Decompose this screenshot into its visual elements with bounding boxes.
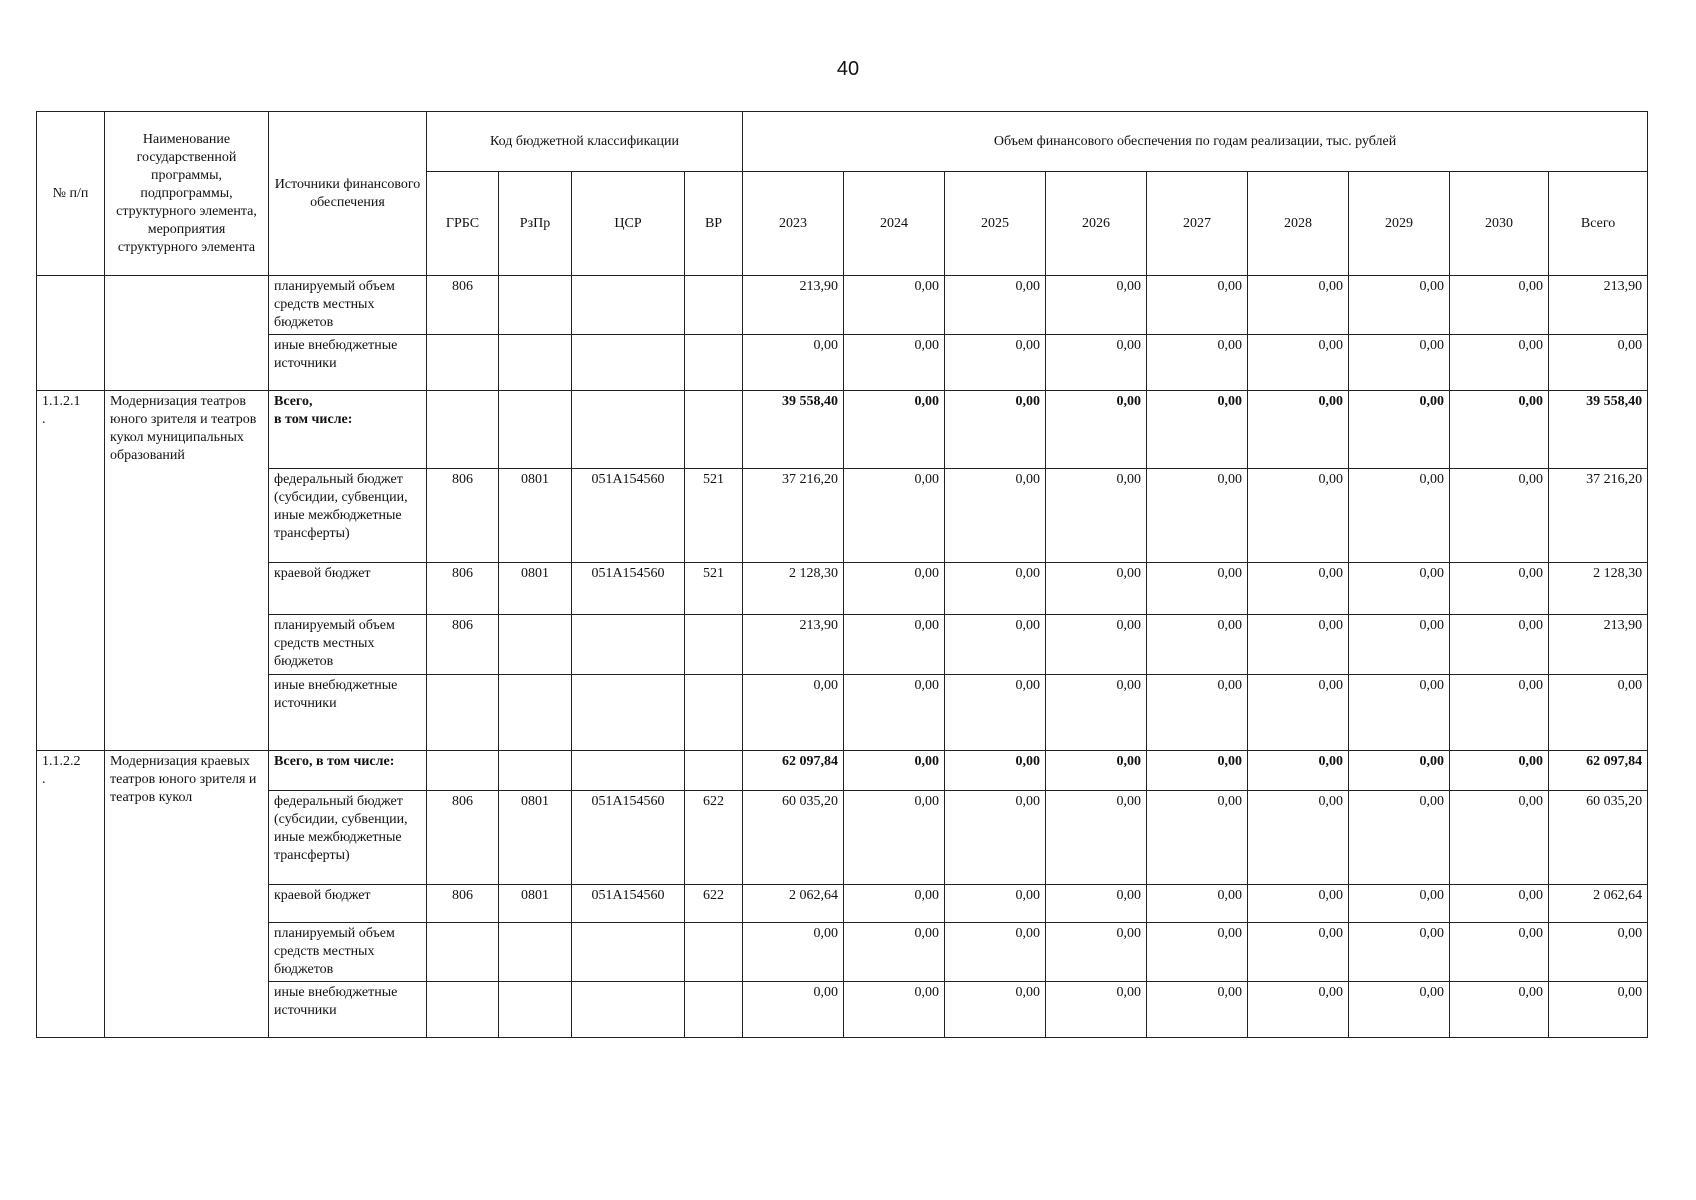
value-cell-2030: 0,00 [1450,982,1549,1038]
table-row [37,923,1648,982]
header-total: Всего [1549,172,1648,276]
value-cell-2025: 0,00 [945,563,1046,615]
value-cell-2025: 0,00 [945,335,1046,391]
rzpr-cell [499,335,572,391]
csr-cell [572,675,685,751]
value-cell-2025: 0,00 [945,885,1046,923]
table-row [37,982,1648,1038]
value-cell-2028: 0,00 [1248,982,1349,1038]
value-cell-2025: 0,00 [945,615,1046,675]
vr-cell: 622 [685,885,743,923]
value-cell-2029: 0,00 [1349,615,1450,675]
value-cell-2029: 0,00 [1349,791,1450,885]
rzpr-cell: 0801 [499,885,572,923]
rzpr-cell [499,675,572,751]
funding-source-cell: федеральный бюджет (субсидии, субвенции, иные межбюджетные трансферты) [269,791,427,885]
vr-cell [685,923,743,982]
csr-cell [572,391,685,469]
value-cell-2023: 2 062,64 [743,885,844,923]
value-cell-2028: 0,00 [1248,675,1349,751]
value-cell-2023: 2 128,30 [743,563,844,615]
vr-cell: 622 [685,791,743,885]
value-cell-2025: 0,00 [945,276,1046,335]
header-year-2027: 2027 [1147,172,1248,276]
funding-source-cell: планируемый объем средств местных бюджетов [269,615,427,675]
item-number-cell: 1.1.2.2 . [37,751,105,1038]
rzpr-cell: 0801 [499,469,572,563]
rzpr-cell [499,276,572,335]
rzpr-cell [499,615,572,675]
rzpr-cell [499,391,572,469]
item-number-cell [37,276,105,391]
value-cell-2027: 0,00 [1147,751,1248,791]
grbs-cell [427,391,499,469]
grbs-cell [427,751,499,791]
value-cell-2030: 0,00 [1450,563,1549,615]
value-cell-2024: 0,00 [844,469,945,563]
table-row [37,675,1648,751]
value-cell-2027: 0,00 [1147,923,1248,982]
value-cell-total: 60 035,20 [1549,791,1648,885]
value-cell-2024: 0,00 [844,563,945,615]
item-name-cell [105,276,269,391]
vr-cell [685,675,743,751]
csr-cell [572,982,685,1038]
value-cell-total: 0,00 [1549,923,1648,982]
value-cell-2023: 0,00 [743,335,844,391]
value-cell-2029: 0,00 [1349,335,1450,391]
value-cell-2028: 0,00 [1248,751,1349,791]
value-cell-2029: 0,00 [1349,982,1450,1038]
value-cell-2026: 0,00 [1046,391,1147,469]
value-cell-2026: 0,00 [1046,791,1147,885]
value-cell-2029: 0,00 [1349,923,1450,982]
table-row [37,885,1648,923]
value-cell-2030: 0,00 [1450,615,1549,675]
value-cell-2026: 0,00 [1046,923,1147,982]
header-year-2025: 2025 [945,172,1046,276]
csr-cell: 051A154560 [572,791,685,885]
value-cell-2030: 0,00 [1450,751,1549,791]
funding-source-cell: федеральный бюджет (субсидии, субвенции, иные межбюджетные трансферты) [269,469,427,563]
value-cell-2026: 0,00 [1046,335,1147,391]
csr-cell: 051A154560 [572,469,685,563]
vr-cell [685,751,743,791]
item-name-cell: Модернизация театров юного зрителя и театров кукол муниципальных образований [105,391,269,751]
table-row [37,391,1648,469]
rzpr-cell: 0801 [499,791,572,885]
value-cell-2024: 0,00 [844,615,945,675]
value-cell-total: 2 062,64 [1549,885,1648,923]
value-cell-2027: 0,00 [1147,982,1248,1038]
header-year-2026: 2026 [1046,172,1147,276]
table-row [37,751,1648,791]
value-cell-2026: 0,00 [1046,276,1147,335]
funding-source-cell: планируемый объем средств местных бюджетов [269,923,427,982]
header-year-2023: 2023 [743,172,844,276]
value-cell-2026: 0,00 [1046,982,1147,1038]
value-cell-2026: 0,00 [1046,675,1147,751]
value-cell-2026: 0,00 [1046,751,1147,791]
value-cell-2027: 0,00 [1147,469,1248,563]
funding-source-cell: краевой бюджет [269,563,427,615]
value-cell-2023: 39 558,40 [743,391,844,469]
value-cell-2023: 62 097,84 [743,751,844,791]
rzpr-cell [499,751,572,791]
value-cell-2023: 213,90 [743,276,844,335]
header-year-2029: 2029 [1349,172,1450,276]
value-cell-2024: 0,00 [844,335,945,391]
value-cell-total: 213,90 [1549,276,1648,335]
value-cell-2028: 0,00 [1248,791,1349,885]
value-cell-2026: 0,00 [1046,615,1147,675]
grbs-cell [427,675,499,751]
vr-cell [685,982,743,1038]
value-cell-2025: 0,00 [945,751,1046,791]
funding-source-cell: иные внебюджетные источники [269,675,427,751]
funding-source-cell: Всего, в том числе: [269,391,427,469]
value-cell-2030: 0,00 [1450,276,1549,335]
value-cell-total: 39 558,40 [1549,391,1648,469]
value-cell-2028: 0,00 [1248,335,1349,391]
value-cell-2030: 0,00 [1450,391,1549,469]
table-row [37,615,1648,675]
funding-source-cell: иные внебюджетные источники [269,335,427,391]
csr-cell: 051A154560 [572,563,685,615]
value-cell-2028: 0,00 [1248,469,1349,563]
header-year-2030: 2030 [1450,172,1549,276]
header-num: № п/п [37,112,105,276]
value-cell-2023: 0,00 [743,923,844,982]
value-cell-total: 0,00 [1549,675,1648,751]
rzpr-cell [499,982,572,1038]
value-cell-2028: 0,00 [1248,276,1349,335]
value-cell-2030: 0,00 [1450,335,1549,391]
grbs-cell [427,335,499,391]
table-header [37,112,1648,276]
value-cell-2023: 213,90 [743,615,844,675]
value-cell-2025: 0,00 [945,469,1046,563]
value-cell-2027: 0,00 [1147,791,1248,885]
vr-cell [685,276,743,335]
value-cell-total: 2 128,30 [1549,563,1648,615]
value-cell-total: 0,00 [1549,335,1648,391]
table-row [37,563,1648,615]
grbs-cell: 806 [427,563,499,615]
header-source: Источники финансового обеспечения [269,112,427,276]
grbs-cell: 806 [427,791,499,885]
vr-cell [685,391,743,469]
header-csr: ЦСР [572,172,685,276]
header-grbs: ГРБС [427,172,499,276]
value-cell-2024: 0,00 [844,923,945,982]
value-cell-total: 62 097,84 [1549,751,1648,791]
header-volume-group: Объем финансового обеспечения по годам реализации, тыс. рублей [743,112,1648,172]
value-cell-2030: 0,00 [1450,469,1549,563]
vr-cell [685,615,743,675]
value-cell-2028: 0,00 [1248,563,1349,615]
value-cell-2025: 0,00 [945,391,1046,469]
page-number: 40 [836,58,860,80]
value-cell-2029: 0,00 [1349,675,1450,751]
value-cell-2027: 0,00 [1147,335,1248,391]
item-number-cell: 1.1.2.1 . [37,391,105,751]
value-cell-2026: 0,00 [1046,885,1147,923]
value-cell-2027: 0,00 [1147,615,1248,675]
value-cell-2023: 37 216,20 [743,469,844,563]
value-cell-total: 37 216,20 [1549,469,1648,563]
value-cell-2030: 0,00 [1450,675,1549,751]
vr-cell [685,335,743,391]
value-cell-2023: 0,00 [743,982,844,1038]
funding-source-cell: иные внебюджетные источники [269,982,427,1038]
value-cell-2030: 0,00 [1450,791,1549,885]
csr-cell: 051A154560 [572,885,685,923]
value-cell-2025: 0,00 [945,923,1046,982]
table-row [37,276,1648,335]
csr-cell [572,615,685,675]
value-cell-2024: 0,00 [844,751,945,791]
table-row [37,791,1648,885]
value-cell-2024: 0,00 [844,982,945,1038]
value-cell-2026: 0,00 [1046,469,1147,563]
value-cell-2026: 0,00 [1046,563,1147,615]
value-cell-2024: 0,00 [844,276,945,335]
value-cell-2029: 0,00 [1349,751,1450,791]
value-cell-2028: 0,00 [1248,615,1349,675]
funding-source-cell: планируемый объем средств местных бюджетов [269,276,427,335]
rzpr-cell: 0801 [499,563,572,615]
item-name-cell: Модернизация краевых театров юного зрителя и театров кукол [105,751,269,1038]
value-cell-2027: 0,00 [1147,675,1248,751]
value-cell-2023: 60 035,20 [743,791,844,885]
table-row [37,335,1648,391]
value-cell-total: 213,90 [1549,615,1648,675]
value-cell-2030: 0,00 [1450,885,1549,923]
value-cell-2029: 0,00 [1349,276,1450,335]
value-cell-2024: 0,00 [844,675,945,751]
value-cell-2025: 0,00 [945,982,1046,1038]
value-cell-2029: 0,00 [1349,885,1450,923]
header-code-group: Код бюджетной классификации [427,112,743,172]
value-cell-2023: 0,00 [743,675,844,751]
value-cell-2027: 0,00 [1147,563,1248,615]
csr-cell [572,335,685,391]
value-cell-total: 0,00 [1549,982,1648,1038]
header-rzpr: РзПр [499,172,572,276]
value-cell-2029: 0,00 [1349,391,1450,469]
table-body [37,276,1648,1038]
value-cell-2027: 0,00 [1147,885,1248,923]
rzpr-cell [499,923,572,982]
funding-source-cell: Всего, в том числе: [269,751,427,791]
value-cell-2029: 0,00 [1349,469,1450,563]
vr-cell: 521 [685,469,743,563]
vr-cell: 521 [685,563,743,615]
value-cell-2025: 0,00 [945,675,1046,751]
header-year-2024: 2024 [844,172,945,276]
grbs-cell [427,982,499,1038]
budget-table [36,111,1648,1038]
grbs-cell: 806 [427,885,499,923]
value-cell-2024: 0,00 [844,791,945,885]
header-year-2028: 2028 [1248,172,1349,276]
value-cell-2028: 0,00 [1248,885,1349,923]
value-cell-2024: 0,00 [844,391,945,469]
grbs-cell: 806 [427,276,499,335]
csr-cell [572,751,685,791]
grbs-cell: 806 [427,469,499,563]
funding-source-cell: краевой бюджет [269,885,427,923]
csr-cell [572,276,685,335]
header-vr: ВР [685,172,743,276]
value-cell-2029: 0,00 [1349,563,1450,615]
value-cell-2028: 0,00 [1248,923,1349,982]
value-cell-2027: 0,00 [1147,391,1248,469]
table-row [37,469,1648,563]
value-cell-2028: 0,00 [1248,391,1349,469]
grbs-cell [427,923,499,982]
value-cell-2025: 0,00 [945,791,1046,885]
value-cell-2027: 0,00 [1147,276,1248,335]
value-cell-2024: 0,00 [844,885,945,923]
header-name: Наименование государственной программы, подпрограммы, структурного элемента, мероприятия структурного элемента [105,112,269,276]
grbs-cell: 806 [427,615,499,675]
csr-cell [572,923,685,982]
value-cell-2030: 0,00 [1450,923,1549,982]
